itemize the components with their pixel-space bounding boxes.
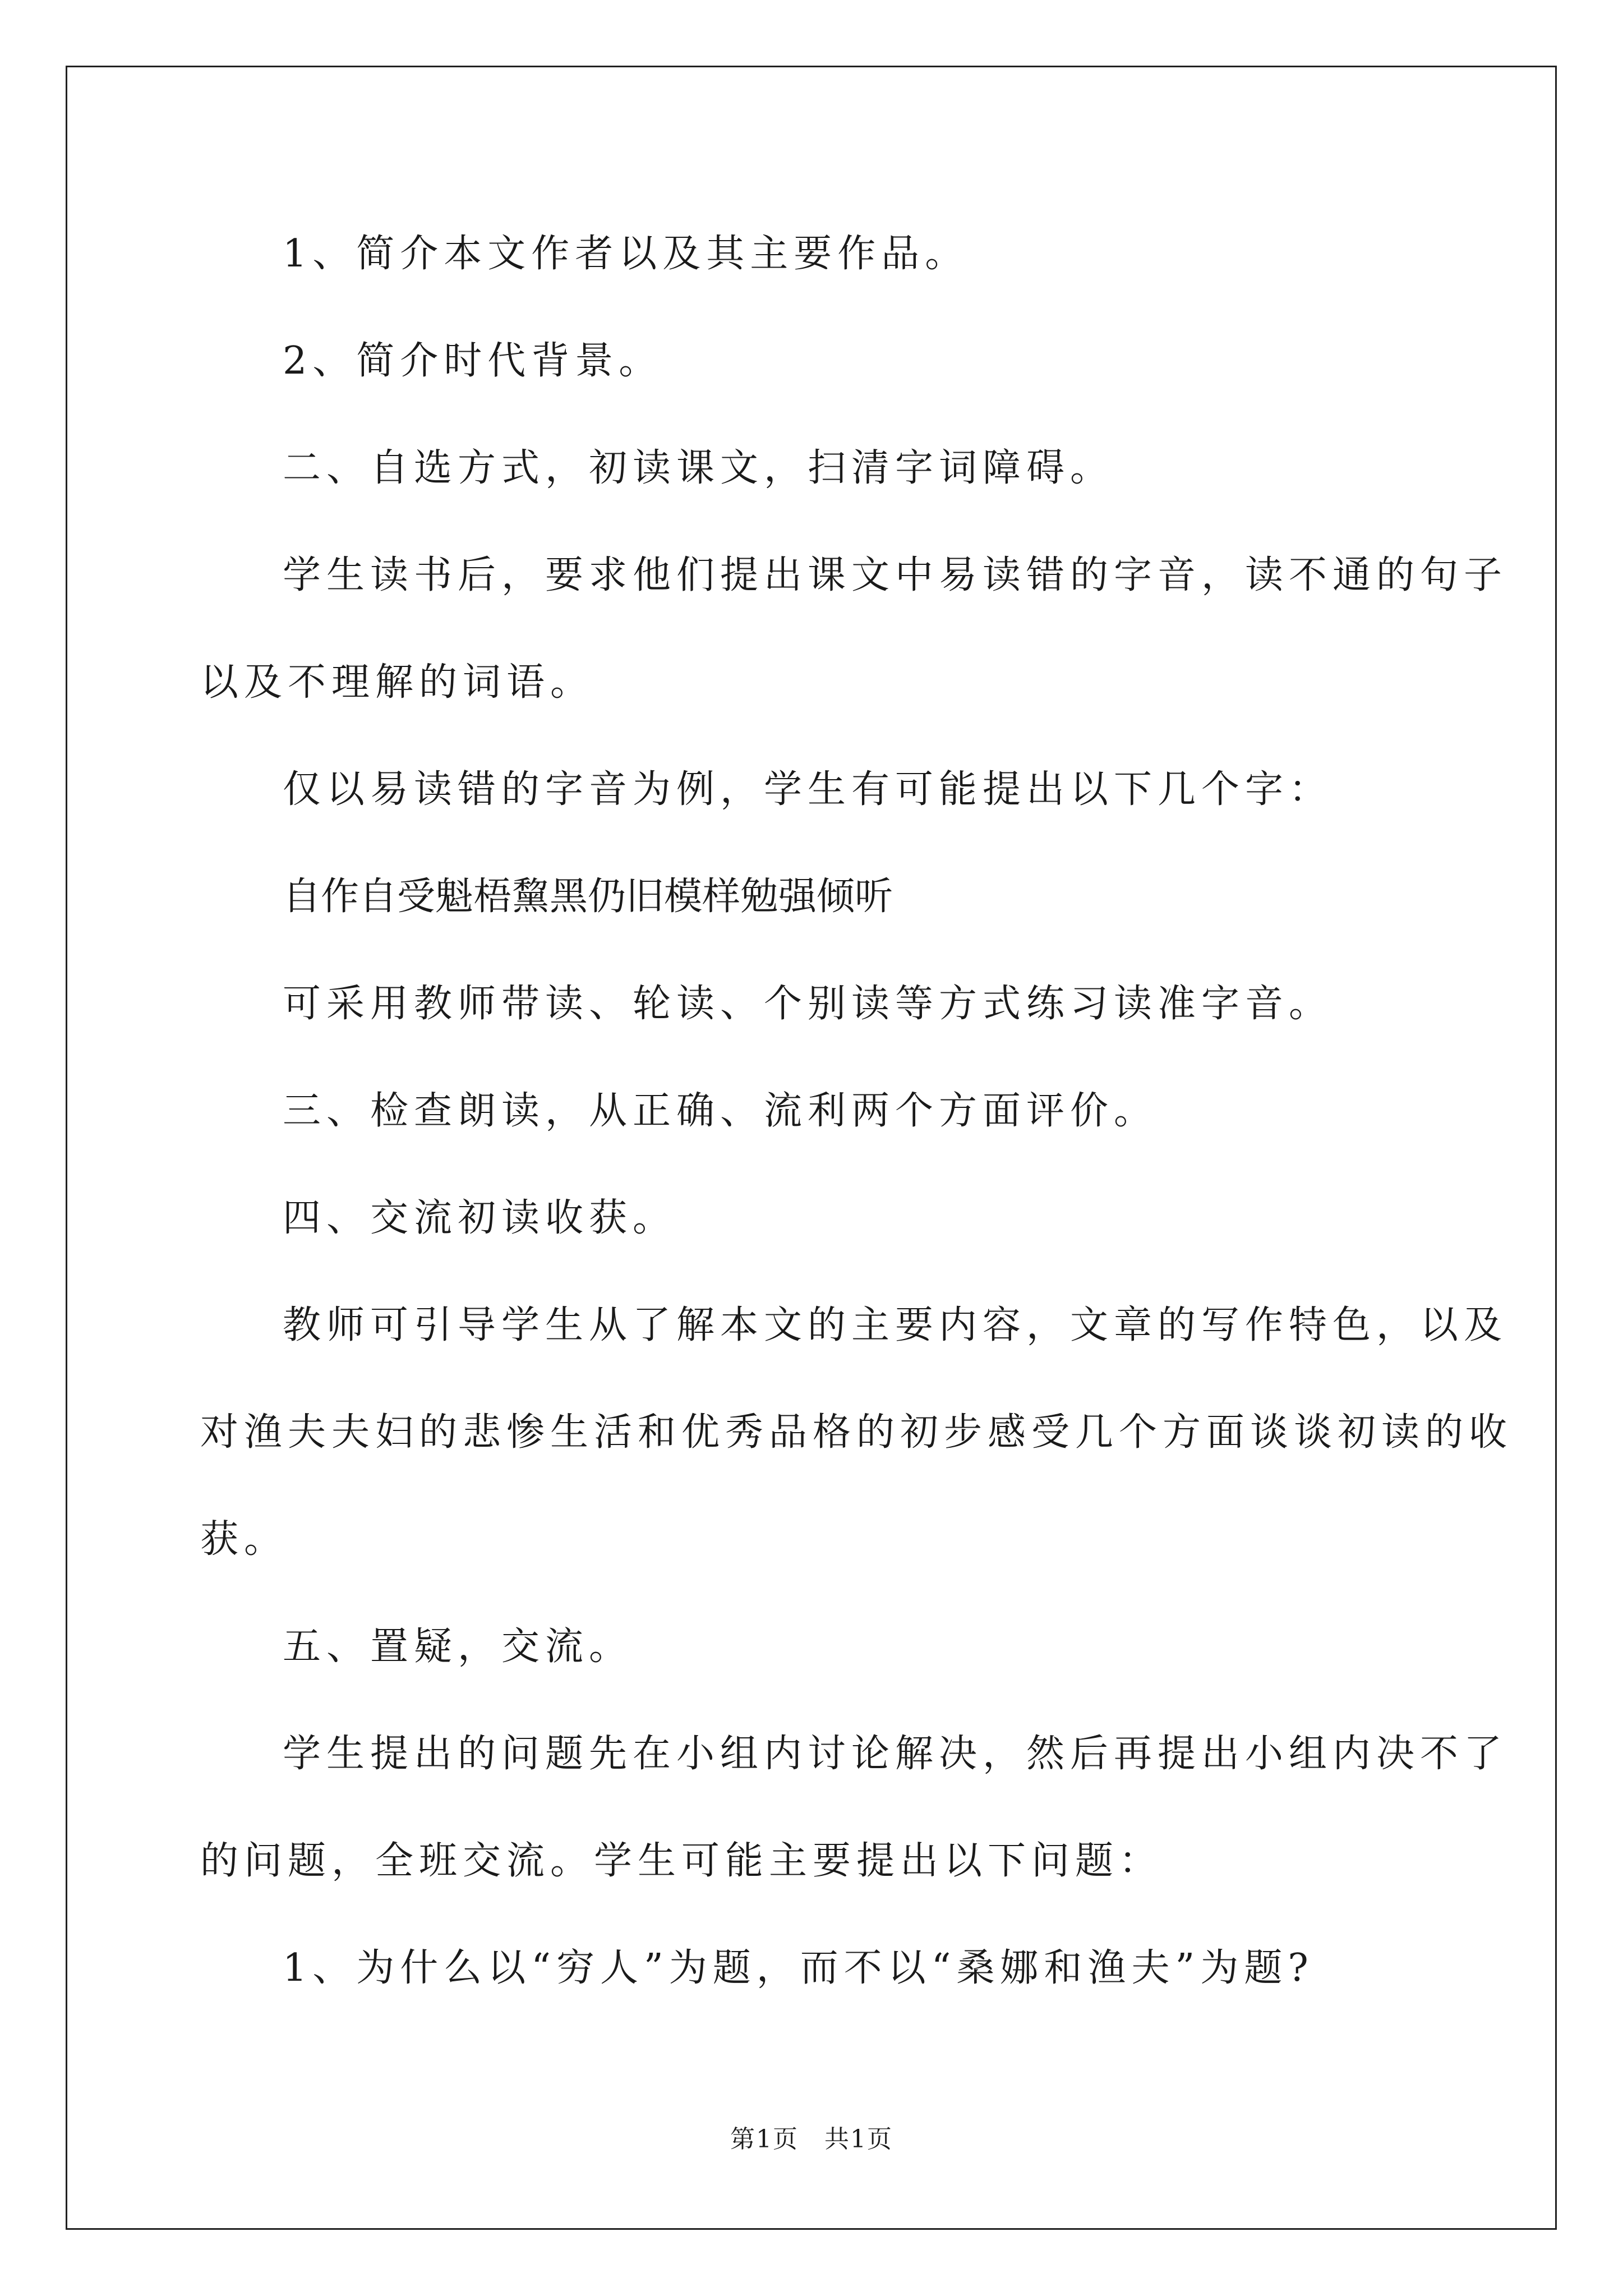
page-number-footer: 第1页 共1页 — [730, 2125, 893, 2154]
paragraph-line: 四、交流初读收获。 — [283, 1196, 677, 1240]
paragraph-line: 学生提出的问题先在小组内讨论解决，然后再提出小组内决不了 — [283, 1732, 1508, 1776]
paragraph-line: 获。 — [200, 1517, 288, 1562]
paragraph-line: 五、置疑，交流。 — [283, 1625, 633, 1669]
paragraph-line: 对渔夫夫妇的悲惨生活和优秀品格的初步感受几个方面谈谈初读的收 — [200, 1410, 1513, 1455]
paragraph-line: 二、自选方式，初读课文，扫清字词障碍。 — [283, 446, 1114, 490]
paragraph-line: 的问题，全班交流。学生可能主要提出以下问题： — [200, 1839, 1163, 1883]
paragraph-line: 1、简介本文作者以及其主要作品。 — [283, 232, 969, 276]
paragraph-line: 1、为什么以“穷人”为题，而不以“桑娜和渔夫”为题? — [283, 1946, 1314, 1990]
paragraph-line: 可采用教师带读、轮读、个别读等方式练习读准字音。 — [283, 982, 1333, 1026]
paragraph-line: 2、简介时代背景。 — [283, 339, 663, 383]
paragraph-line: 自作自受魁梧黧黑仍旧模样勉强倾听 — [283, 875, 893, 919]
paragraph-line: 学生读书后，要求他们提出课文中易读错的字音，读不通的句子 — [283, 553, 1508, 597]
paragraph-line: 以及不理解的词语。 — [200, 660, 594, 705]
page-border — [66, 66, 1557, 2230]
paragraph-line: 仅以易读错的字音为例，学生有可能提出以下几个字： — [283, 767, 1333, 812]
paragraph-line: 三、检查朗读，从正确、流利两个方面评价。 — [283, 1089, 1158, 1133]
paragraph-line: 教师可引导学生从了解本文的主要内容，文章的写作特色，以及 — [283, 1303, 1508, 1347]
